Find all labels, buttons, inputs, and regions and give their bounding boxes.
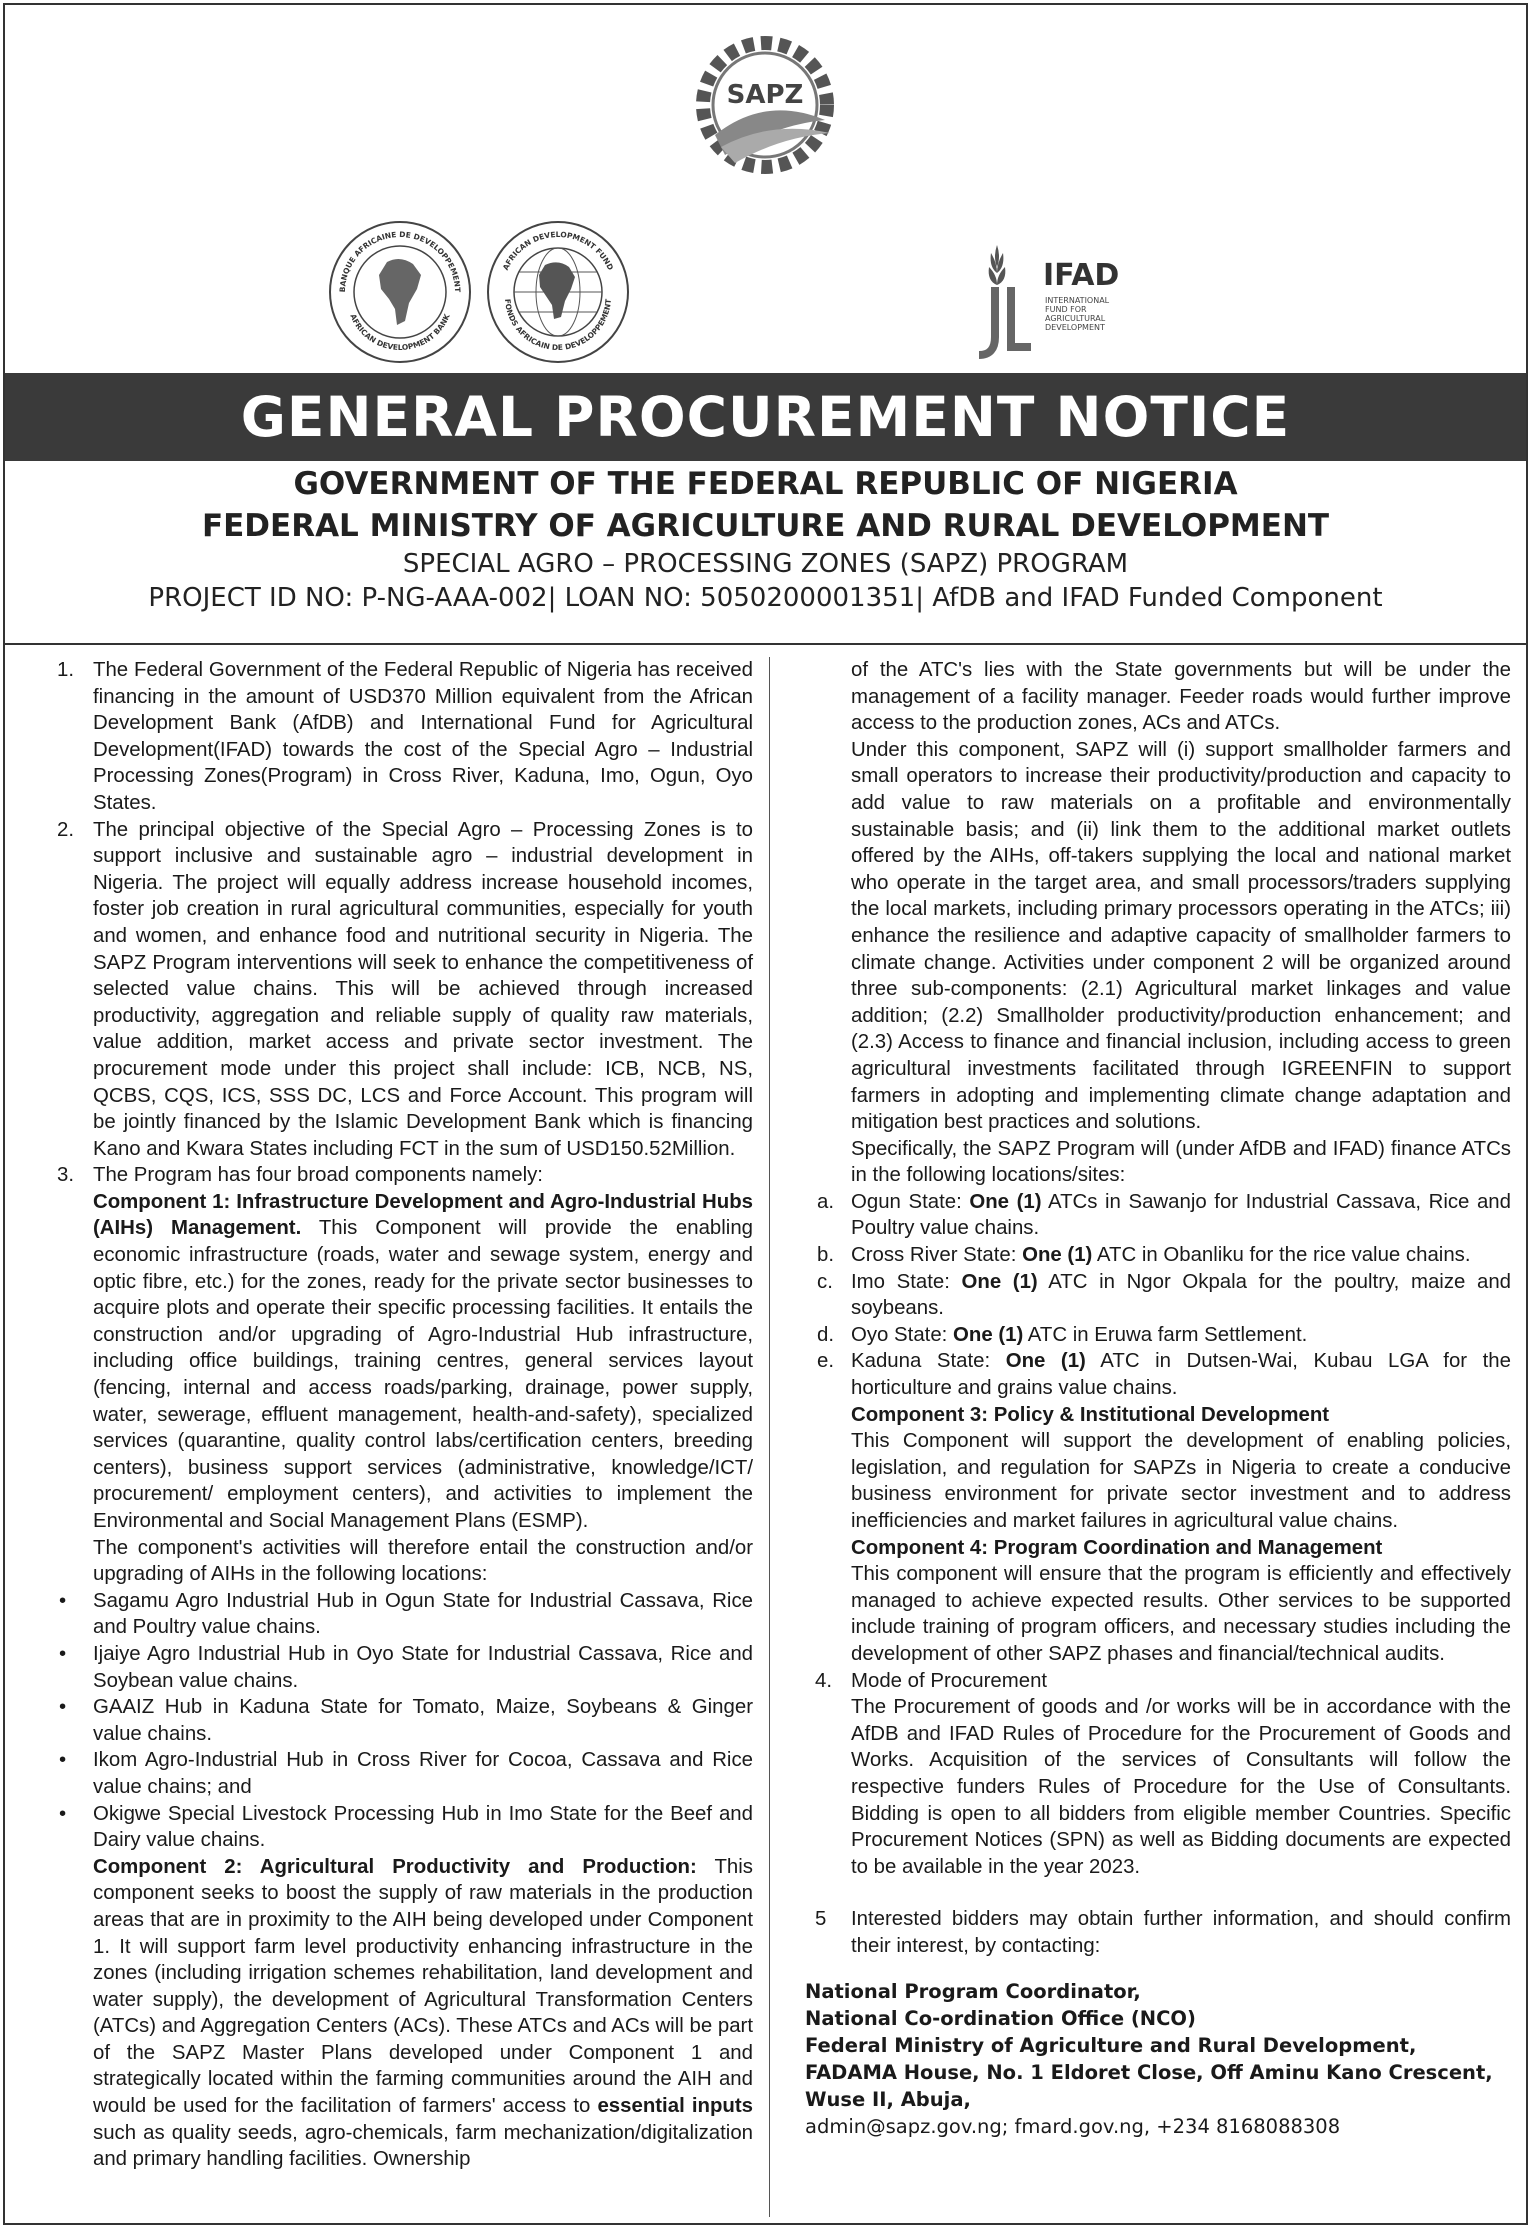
atc-site-item [805,1189,1511,1242]
site-state: Ogun State: [851,1190,970,1213]
ifad-sub-line: DEVELOPMENT [1045,323,1105,332]
component-4-title-line [805,1535,1511,1562]
component-3-text: This Component will support the development of enabling policies, legislation, and regulation for SAPZs in Nigeria to create a conducive business environment for private sector investment and to address inefficiencies and market failures in agricultural value chains. [851,1430,1511,1532]
component-2-details: Under this component, SAPZ will (i) support smallholder farmers and small operators to increase their productivity/production and capacity to add value to raw materials on a profitable and environmentally sustainable basis; and (ii) link them to the additional market outlets offered by the AIHs, off-takers supplying the local and national market who operate in the target area, and small processors/traders supplying the local markets, including primary processors operating in the ATCs; iii) enhance the resilience and adaptive capacity of smallholder farmers to climate change. Activities under component 2 will be organized around three sub-components: (2.1) Agricultural market linkages and value addition; (2.2) Smallholder productivity/production enhancement; and (2.3) Access to finance and financial inclusion, including access to green agricultural investments facilitated through IGREENFIN to support farmers in adopting and implementing climate change adaptation and mitigation best practices and solutions. [851,738,1511,1134]
contact-office: National Co-ordination Office (NCO) [805,2006,1196,2030]
site-letter: d. [817,1323,835,1346]
site-state: Cross River State: [851,1244,1023,1267]
component-2-paragraph [47,1854,753,2173]
notice-title-banner: GENERAL PROCUREMENT NOTICE [5,373,1526,461]
spacer [805,1880,1511,1906]
contact-address: FADAMA House, No. 1 Eldoret Close, Off Aminu Kano Crescent, [805,2060,1493,2084]
component-2-title: Component 2: Agricultural Productivity and Production: [93,1855,697,1878]
component-4-title: Component 4: Program Coordination and Management [851,1536,1383,1559]
site-count: One (1) [1005,1350,1086,1373]
bullet-marker: • [59,1696,67,1719]
program-heading: SPECIAL AGRO – PROCESSING ZONES (SAPZ) PROGRAM [402,549,1129,579]
afdb-ring-bottom: AFRICAN DEVELOPMENT BANK [348,312,452,353]
site-detail: ATCs in Sawanjo for Industrial Cassava, Rice and Poultry value chains. [851,1190,1511,1240]
atc-site-item [805,1242,1511,1269]
item-text: The Program has four broad components namely: [93,1164,543,1187]
afdb-ring-top: BANQUE AFRICAINE DE DEVELOPPEMENT [337,229,463,293]
bullet-marker: • [59,1802,67,1825]
government-heading: GOVERNMENT OF THE FEDERAL REPUBLIC OF NIGERIA [293,466,1238,502]
atc-site-item [805,1322,1511,1349]
item-number: 5 [815,1908,827,1931]
component-1-locations-intro: The component's activities will therefore entail the construction and/or upgrading of AIHs in the following locations: [93,1536,753,1586]
site-count: One (1) [953,1323,1024,1346]
site-count: One (1) [1022,1244,1093,1267]
numbered-item [47,657,753,817]
hub-list-item [47,1801,753,1854]
component-1-text: This Component will provide the enabling economic infrastructure (roads, water and sewage system, energy and optic fibre, etc.) for the zones, ready for the private sector businesses to acquire plots and operate their specific processing facilities. It entails the construction and/or upgrading of Agro-Industrial Hub infrastructure, including office buildings, training centres, general services layout (fencing, internal and access roads/parking, drainage, power supply, water, sewerage, effluent management, health-and-safety), specialized services (quarantine, quality control labs/certification centers, breeding centers), business support services (administrative, knowledge/ICT/ procurement/ employment centers), and activities to implement the Environmental and Social Management Plans (ESMP). [93,1217,753,1532]
bullet-marker: • [59,1642,67,1665]
item-text: The principal objective of the Special Agro – Processing Zones is to support inclusive and sustainable agro – industrial development in Nigeria. The project will equally address increase household incomes, foster job creation in rural agricultural communities, especially for youth and women, and enhance food and nutritional security in Nigeria. The SAPZ Program interventions will seek to enhance the competitiveness of selected value chains. This will be achieved through increased productivity, aggregation and reliable supply of quality raw materials, value addition, market access and private sector investment. The procurement mode under this project shall include: ICB, NCB, NS, QCBS, CQS, ICS, SSS DC, LCS and Force Account. This program will be jointly financed by the Islamic Development Bank which is financing Kano and Kwara States including FCT in the sum of USD150.52Million. [93,818,753,1160]
project-id-line: PROJECT ID NO: P-NG-AAA-002| LOAN NO: 5050200001351| AfDB and IFAD Funded Component [148,583,1383,613]
hub-text: Okigwe Special Livestock Processing Hub in Imo State for the Beef and Dairy value chains. [93,1802,753,1852]
component-1-title: Component 1: Infrastructure Development and Agro-Industrial Hubs (AIHs) Management. [93,1190,753,1240]
hub-list-item [47,1641,753,1694]
site-count: One (1) [969,1190,1042,1213]
hub-list-item [47,1588,753,1641]
ifad-logo-text: IFAD [1043,258,1120,293]
ifad-sub-line: INTERNATIONAL [1045,296,1110,305]
site-detail: ATC in Ngor Okpala for the poultry, maize and soybeans. [851,1270,1511,1320]
mode-of-procurement-text: The Procurement of goods and /or works will be in accordance with the AfDB and IFAD Rules of Procedure for the Procurement of Goods and Works. Acquisition of the services of Consultants will follow the respective funders Rules of Procedure for the Use of Consultants. Bidding is open to all bidders from eligible member Countries. Specific Procurement Notices (SPN) as well as Bidding documents are expected to be available in the year 2023. [851,1696,1511,1878]
contact-title: National Program Coordinator, [805,1979,1141,2003]
atc-site-item [805,1348,1511,1401]
item-text: Mode of Procurement [851,1669,1048,1692]
site-detail: ATC in Obanliku for the rice value chains. [1092,1244,1471,1267]
adf-ring-top: AFRICAN DEVELOPMENT FUND [500,229,616,272]
numbered-item [805,1906,1511,1959]
site-detail: ATC in Dutsen-Wai, Kubau LGA for the horticulture and grains value chains. [851,1350,1511,1400]
component-4-text: This component will ensure that the program is efficiently and effectively managed to achieve expected results. Other services to be supported include training of program officers, and necessary studies including the development of other SAPZ phases and financial/technical audits. [851,1563,1511,1665]
component-2-text-end: such as quality seeds, agro-chemicals, farm mechanization/digitalization and primary handling facilities. Ownership [93,2121,753,2171]
ministry-heading: FEDERAL MINISTRY OF AGRICULTURE AND RURAL DEVELOPMENT [201,508,1330,544]
right-column [805,657,1511,2140]
site-state: Oyo State: [851,1323,954,1346]
numbered-item [47,1162,753,1189]
site-letter: c. [817,1270,833,1293]
logo-area [5,5,1526,373]
procurement-notice-page [3,3,1528,2225]
adf-logo [483,217,633,367]
site-state: Kaduna State: [851,1350,1006,1373]
essential-inputs: essential inputs [597,2095,753,2118]
ifad-sub-line: FUND FOR [1045,305,1087,314]
atc-intro: Specifically, the SAPZ Program will (under AfDB and IFAD) finance ATCs in the following locations/sites: [851,1137,1511,1187]
numbered-item [47,817,753,1163]
contact-email-web-phone[interactable]: admin@sapz.gov.ng; fmard.gov.ng, +234 8168088308 [805,2114,1341,2138]
atc-site-item [805,1269,1511,1322]
sapz-logo [685,25,845,185]
item-number: 1. [57,659,75,681]
item-number: 2. [57,818,75,841]
site-letter: e. [817,1350,835,1373]
site-state: Imo State: [851,1270,962,1293]
hub-list-item [47,1694,753,1747]
ifad-sub-line: AGRICULTURAL [1045,314,1106,323]
column-divider [769,657,770,2217]
adf-ring-bottom: FONDS AFRICAIN DE DEVELOPPEMENT [502,298,614,353]
component-3-title-line [805,1402,1511,1429]
contact-ministry: Federal Ministry of Agriculture and Rural Development, [805,2033,1417,2057]
component-3-title: Component 3: Policy & Institutional Development [851,1403,1330,1426]
ifad-logo [967,237,1167,365]
hub-text: Ikom Agro-Industrial Hub in Cross River for Cocoa, Cassava and Rice value chains; and [93,1749,753,1798]
hub-text: Ijaiye Agro Industrial Hub in Oyo State for Industrial Cassava, Rice and Soybean value chains. [93,1642,753,1692]
afdb-logo [325,217,475,367]
left-column [47,657,753,2173]
hub-text: Sagamu Agro Industrial Hub in Ogun State for Industrial Cassava, Rice and Poultry value chains. [93,1589,753,1639]
component-2-continued: of the ATC's lies with the State governments but will be under the management of a facility manager. Feeder roads would further improve access to the production zones, ACs and ATCs. [851,659,1511,735]
notice-header [5,463,1526,615]
numbered-item [805,1668,1511,1695]
item-number: 3. [57,1164,75,1187]
hub-text: GAAIZ Hub in Kaduna State for Tomato, Maize, Soybeans & Ginger value chains. [93,1696,753,1745]
component-2-text: This component seeks to boost the supply of raw materials in the production areas that are in proximity to the AIH being developed under Component 1. It will support farm level productivity enhancing infrastructure in the zones (including irrigation schemes rehabilitation, land development and water supply), the development of Agricultural Transformation Centers (ATCs) and Aggregation Centers (ACs). These ATCs and ACs will be part of the SAPZ Master Plans developed under Component 1 and strategically located within the farming communities around the AIH and would be used for the facilitation of farmers' access to [93,1855,753,2118]
site-detail: ATC in Eruwa farm Settlement. [1023,1323,1308,1346]
bullet-marker: • [59,1589,67,1612]
component-1-paragraph [47,1189,753,1535]
header-divider [5,643,1526,645]
contact-block [805,1978,1511,2140]
hub-list-item [47,1747,753,1800]
sapz-logo-text: SAPZ [726,80,804,110]
site-letter: b. [817,1244,835,1267]
item-number: 4. [815,1669,833,1692]
item-text: Interested bidders may obtain further information, and should confirm their interest, by contacting: [851,1908,1511,1957]
contact-city: Wuse II, Abuja, [805,2087,971,2111]
item-text: The Federal Government of the Federal Republic of Nigeria has received financing in the amount of USD370 Million equivalent from the African Development Bank (AfDB) and International Fund for Agricultural Development(IFAD) towards the cost of the Special Agro – Industrial Processing Zones(Program) in Cross River, Kaduna, Imo, Ogun, Oyo States. [93,659,753,814]
site-count: One (1) [961,1270,1038,1293]
site-letter: a. [817,1190,835,1213]
bullet-marker: • [59,1749,67,1772]
